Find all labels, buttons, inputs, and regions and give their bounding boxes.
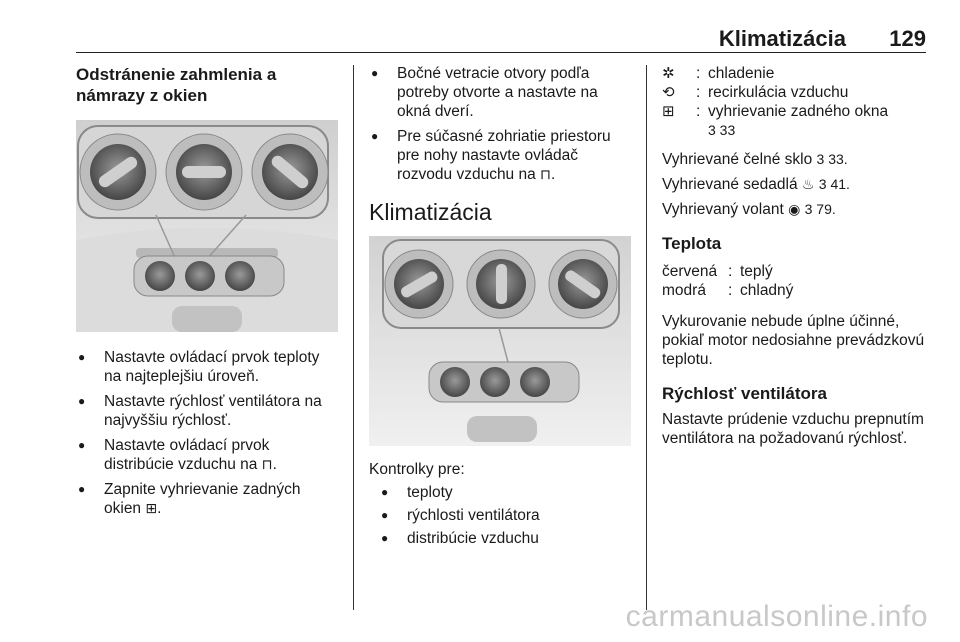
recirculation-icon: ⟲ <box>662 84 675 101</box>
climate-panel-illustration-2 <box>369 236 631 446</box>
heating-note: Vykurovanie nebude úplne účinné, pokiaľ motor nedosiahne prevádzkovú teplotu. <box>662 313 925 368</box>
page-number: 129 <box>889 26 926 51</box>
list-item: ● Nastavte ovládací prvok distribúcie vzduchu na ⊓. <box>76 436 340 474</box>
rear-window-heating-icon: ⊞ <box>145 500 158 516</box>
fan-speed-heading: Rýchlosť ventilátora <box>662 384 827 403</box>
column-3 <box>662 64 930 448</box>
heated-steering-line: Vyhrievaný volant ◉ 3 79. <box>662 201 836 218</box>
defrost-steps <box>76 348 340 518</box>
indicators-list <box>379 483 631 548</box>
section-title: Klimatizácia <box>369 199 492 225</box>
temperature-heading: Teplota <box>662 234 722 253</box>
watermark: carmanualsonline.info <box>625 600 928 633</box>
column-divider <box>353 65 354 610</box>
list-item: ● Nastavte ovládací prvok teploty na najteplejšiu úroveň. <box>76 348 340 386</box>
indicators-label: Kontrolky pre: <box>369 461 465 478</box>
column-1 <box>76 64 340 518</box>
climate-panel-photo-2 <box>369 236 631 446</box>
list-item: ● Bočné vetracie otvory podľa potreby otvorte a nastavte na okná dverí. <box>369 64 631 121</box>
list-item: ● Zapnite vyhrievanie zadných okien ⊞. <box>76 480 340 518</box>
fan-speed-text: Nastavte prúdenie vzduchu prepnutím ventilátora na požadovanú rýchlosť. <box>662 411 924 447</box>
heated-steering-wheel-icon: ◉ <box>788 201 801 217</box>
page-header <box>76 24 926 53</box>
heated-seats-line: Vyhrievané sedadlá ♨ 3 41. <box>662 176 850 193</box>
list-item: ● Nastavte rýchlosť ventilátora na najvyššiu rýchlosť. <box>76 392 340 430</box>
heated-windscreen-line: Vyhrievané čelné sklo 3 33. <box>662 151 848 168</box>
column-divider <box>646 65 647 610</box>
climate-panel-photo <box>76 120 338 332</box>
list-item: ● distribúcie vzduchu <box>379 529 631 548</box>
windscreen-floor-icon: ⊓ <box>261 456 273 472</box>
symbol-legend: ✲ : chladenie ⟲ : recirkulácia vzduchu ⊞ : vyhrievanie zadného okna 3 33 <box>662 65 889 138</box>
climate-panel-illustration <box>76 120 338 332</box>
chapter-title: Klimatizácia <box>718 26 846 51</box>
column-2 <box>369 64 631 548</box>
rear-window-heating-icon: ⊞ <box>662 103 675 120</box>
snowflake-icon: ✲ <box>662 65 675 82</box>
page-reference: 3 33 <box>708 122 736 138</box>
vent-steps <box>369 64 631 184</box>
heated-seat-icon: ♨ <box>801 176 815 192</box>
defrost-heading: Odstránenie zahmlenia a námrazy z okien <box>76 65 277 105</box>
list-item: ● Pre súčasné zohriatie priestoru pre nohy nastavte ovládač rozvodu vzduchu na ⊓. <box>369 127 631 184</box>
temperature-legend: červená : teplý modrá : chladný <box>662 263 794 299</box>
list-item: ● teploty <box>379 483 631 502</box>
list-item: ● rýchlosti ventilátora <box>379 506 631 525</box>
floor-distribution-icon: ⊓ <box>540 166 551 182</box>
